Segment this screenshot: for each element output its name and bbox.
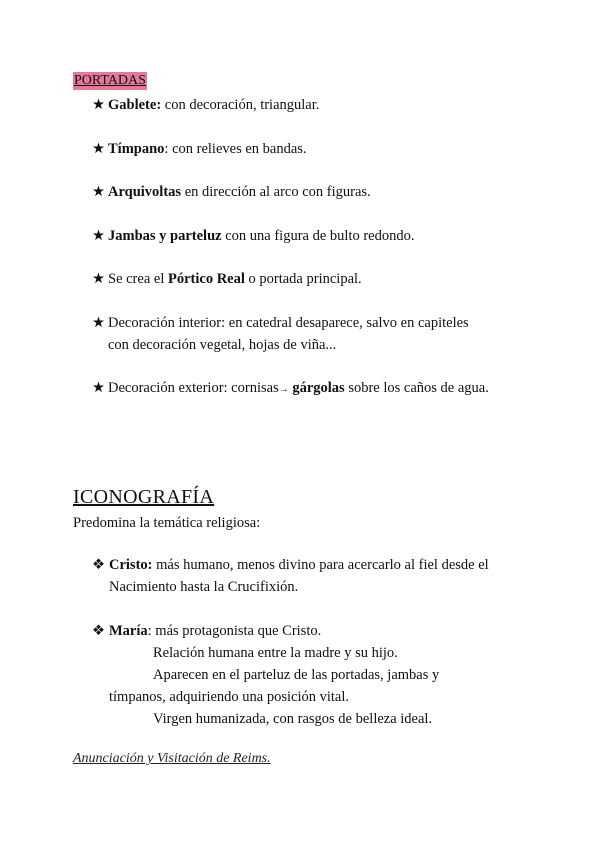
arrow-icon: → [278, 384, 289, 395]
list-item: ★ Gablete: con decoración, triangular. [92, 94, 532, 116]
intro-text: Predomina la temática religiosa: [73, 515, 261, 531]
star-bullet-icon: ★ [92, 97, 105, 113]
list-item: ★ Arquivoltas en dirección al arco con figuras. [92, 181, 532, 203]
list-item: ★ Decoración exterior: cornisas→ gárgolas sobre los caños de agua. [92, 377, 532, 401]
section-heading-iconografia: ICONOGRAFÍA [73, 486, 215, 508]
list-item: ★ Decoración interior: en catedral desaparece, salvo en capiteles con decoración vegetal, hojas de viña... [92, 312, 532, 356]
list-item: ★ Jambas y parteluz con una figura de bulto redondo. [92, 225, 532, 247]
star-bullet-icon: ★ [92, 315, 105, 331]
list-item: ❖ Cristo: más humano, menos divino para acercarlo al fiel desde el Nacimiento hasta la Crucifixión. [92, 554, 532, 598]
list-item: ★ Se crea el Pórtico Real o portada principal. [92, 268, 532, 290]
list-item: ★ Tímpano: con relieves en bandas. [92, 138, 532, 160]
star-bullet-icon: ★ [92, 228, 105, 244]
star-bullet-icon: ★ [92, 184, 105, 200]
section-heading-portadas: PORTADAS [74, 73, 146, 88]
star-bullet-icon: ★ [92, 271, 105, 287]
footer-link[interactable]: Anunciación y Visitación de Reims. [73, 751, 271, 766]
list-item: ❖ María: más protagonista que Cristo. Relación humana entre la madre y su hijo. Aparecen en el parteluz de las portadas, jambas y tímpanos, adquiriendo una posición vital. Virgen humanizada, con rasgos de belleza ideal. [92, 620, 532, 730]
star-bullet-icon: ★ [92, 141, 105, 157]
star-bullet-icon: ★ [92, 380, 105, 396]
diamond-bullet-icon: ❖ [92, 623, 105, 639]
diamond-bullet-icon: ❖ [92, 557, 105, 573]
